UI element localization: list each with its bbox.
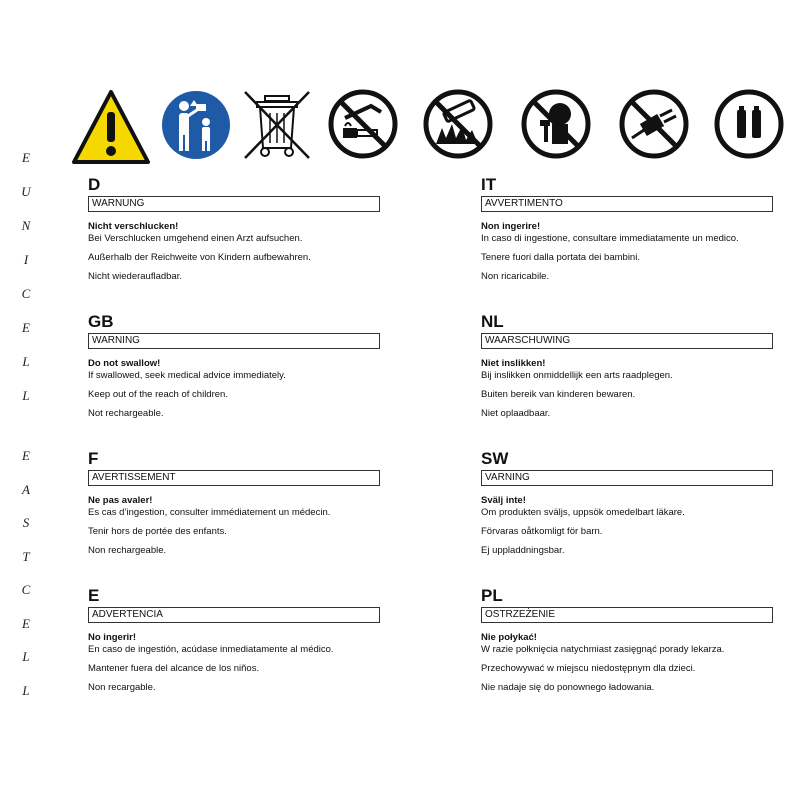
child-keep-away-icon: [160, 88, 232, 162]
section-e: [88, 587, 388, 694]
vertical-letter: E: [22, 615, 30, 631]
language-code: D: [88, 175, 101, 194]
warning-header: AVERTISSEMENT: [88, 470, 380, 486]
vertical-letter: C: [21, 582, 31, 597]
warning-text: Niet oplaadbaar.: [481, 408, 551, 419]
warning-header: ADVERTENCIA: [88, 607, 380, 623]
warning-text: Außerhalb der Reichweite von Kindern aufbewahren.: [88, 252, 311, 263]
language-code: GB: [88, 312, 114, 331]
warning-text: Bei Verschlucken umgehend einen Arzt aufsuchen.: [88, 233, 303, 244]
warning-text: Non recargable.: [88, 682, 156, 693]
warning-text: If swallowed, seek medical advice immediately.: [88, 370, 286, 381]
warning-title: Ne pas avaler!: [88, 495, 153, 506]
no-mix-batteries-icon: [713, 88, 785, 160]
section-nl: [481, 313, 781, 420]
warning-text: Mantener fuera del alcance de los niños.: [88, 663, 260, 674]
vertical-letter: T: [22, 548, 30, 564]
warning-title: Do not swallow!: [88, 358, 161, 369]
vertical-letter: L: [22, 354, 30, 369]
section-d: [88, 176, 388, 283]
warning-text: Keep out of the reach of children.: [88, 389, 228, 400]
warning-text: Es cas d’ingestion, consulter immédiatement un médecin.: [88, 507, 331, 518]
vertical-letter: S: [22, 515, 30, 530]
warning-text: Nicht wiederaufladbar.: [88, 271, 182, 282]
warning-text: Non ricaricabile.: [481, 271, 550, 282]
warning-text: Nie nadaje się do ponownego ładowania.: [481, 682, 655, 693]
warning-title: Non ingerire!: [481, 221, 541, 232]
section-pl: [481, 587, 781, 694]
warning-title: Niet inslikken!: [481, 358, 546, 369]
warning-title: Nie połykać!: [481, 632, 537, 643]
warning-text: Not rechargeable.: [88, 408, 164, 419]
warning-text: Ej uppladdningsbar.: [481, 545, 565, 556]
warning-title: No ingerir!: [88, 632, 137, 643]
warning-header: WAARSCHUWING: [481, 333, 773, 349]
warning-title: Svälj inte!: [481, 495, 526, 506]
vertical-letter: E: [22, 448, 30, 463]
vertical-letter: U: [21, 184, 31, 199]
warning-text: Non rechargeable.: [88, 545, 167, 556]
vertical-letter: L: [22, 649, 30, 664]
vertical-letter: E: [22, 150, 30, 165]
warning-text: In caso di ingestione, consultare immediatamente un medico.: [481, 233, 739, 244]
language-code: NL: [481, 312, 504, 331]
no-dismantle-icon: [520, 88, 592, 160]
warning-text: Tenir hors de portée des enfants.: [88, 526, 227, 537]
warning-text: Buiten bereik van kinderen bewaren.: [481, 389, 636, 400]
vertical-letter: A: [22, 481, 30, 497]
language-code: SW: [481, 449, 509, 468]
safety-icons-row: [0, 88, 800, 168]
warning-text: En caso de ingestión, acúdase inmediatamente al médico.: [88, 644, 334, 655]
warning-text: Tenere fuori dalla portata dei bambini.: [481, 252, 640, 263]
language-code: IT: [481, 175, 497, 194]
warning-text: Förvaras oåtkomligt för barn.: [481, 526, 603, 537]
warning-header: VARNING: [481, 470, 773, 486]
vertical-letter: L: [22, 388, 30, 403]
no-charge-icon: [618, 88, 690, 160]
vertical-letter: L: [22, 682, 30, 698]
warning-text: W razie połknięcia natychmiast zasięgnąć porady lekarza.: [481, 644, 725, 655]
vertical-letter: E: [22, 320, 30, 335]
vertical-letter: I: [23, 252, 29, 267]
warning-text: Bij inslikken onmiddellijk een arts raadplegen.: [481, 370, 673, 381]
vertical-letter: C: [21, 286, 31, 301]
language-code: E: [88, 586, 100, 605]
no-hot-surface-icon: [327, 88, 399, 160]
section-sw: [481, 450, 781, 557]
section-it: [481, 176, 781, 283]
warning-title: Nicht verschlucken!: [88, 221, 179, 232]
vertical-letter: N: [21, 218, 31, 233]
no-fire-icon: [422, 88, 494, 160]
warning-text: Przechowywać w miejscu niedostępnym dla dzieci.: [481, 663, 696, 674]
section-gb: [88, 313, 388, 420]
warning-header: WARNING: [88, 333, 380, 349]
language-code: PL: [481, 586, 503, 605]
warning-header: WARNUNG: [88, 196, 380, 212]
section-f: [88, 450, 388, 557]
warning-header: AVVERTIMENTO: [481, 196, 773, 212]
language-code: F: [88, 449, 99, 468]
crossed-out-bin-icon: [241, 88, 313, 162]
warning-header: OSTRZEŻENIE: [481, 607, 773, 623]
warning-text: Om produkten sväljs, uppsök omedelbart läkare.: [481, 507, 685, 518]
warning-triangle-icon: [70, 88, 152, 166]
